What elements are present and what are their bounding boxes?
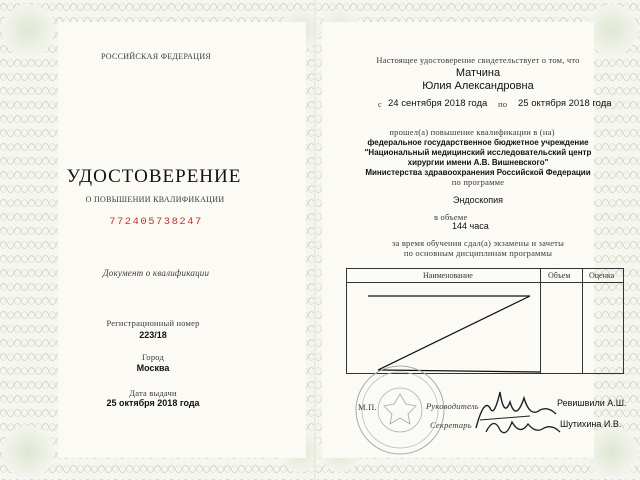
table-header-grade: Оценка [589, 271, 615, 280]
reg-number: 223/18 [139, 330, 167, 340]
secretary-signature [482, 412, 562, 442]
program-name: Эндоскопия [452, 195, 504, 205]
org-line-1: федеральное государственное бюджетное учреждение [367, 138, 589, 147]
from-date: 24 сентября 2018 года [388, 98, 488, 109]
reg-number-label: Регистрационный номер [106, 318, 200, 328]
head-name: Ревишвили А.Ш. [557, 398, 627, 408]
head-label: Руководитель [426, 401, 479, 411]
from-label: с [378, 99, 382, 109]
passed-text: прошел(а) повышение квалификации в (на) [389, 127, 555, 137]
org-line-3: хирургии имени А.В. Вишневского" [407, 158, 549, 167]
document-type: Документ о квалификации [102, 268, 210, 278]
secretary-label: Секретарь [430, 420, 472, 430]
program-label: по программе [451, 177, 505, 187]
country-label: РОССИЙСКАЯ ФЕДЕРАЦИЯ [100, 52, 212, 61]
to-label: по [498, 99, 508, 109]
secretary-name: Шутихина И.В. [560, 419, 622, 429]
table-header-name: Наименование [423, 271, 473, 280]
serial-number: 772405738247 [109, 216, 203, 228]
city-label: Город [142, 352, 164, 362]
exams-line-2: по основным дисциплинам программы [403, 248, 553, 258]
intro-text: Настоящее удостоверение свидетельствует о том, что [376, 55, 580, 65]
to-date: 25 октября 2018 года [518, 98, 612, 109]
table-header-volume: Объем [548, 271, 571, 280]
org-line-2: "Национальный медицинский исследовательский центр [364, 148, 592, 157]
stamp-place-label: М.П. [358, 402, 377, 412]
document-title: УДОСТОВЕРЕНИЕ [66, 166, 242, 187]
holder-surname: Матчина [455, 67, 501, 79]
volume-value: 144 часа [452, 221, 489, 231]
city-value: Москва [136, 363, 170, 373]
issue-date: 25 октября 2018 года [106, 398, 200, 408]
issue-date-label: Дата выдачи [129, 388, 177, 398]
org-line-4: Министерства здравоохранения Российской Федерации [365, 168, 591, 177]
holder-name: Юлия Александровна [422, 80, 534, 92]
document-subtitle: О ПОВЫШЕНИИ КВАЛИФИКАЦИИ [85, 195, 225, 204]
volume-label: в объеме [434, 212, 468, 222]
exams-line-1: за время обучения сдал(а) экзамены и зачеты [391, 238, 565, 248]
